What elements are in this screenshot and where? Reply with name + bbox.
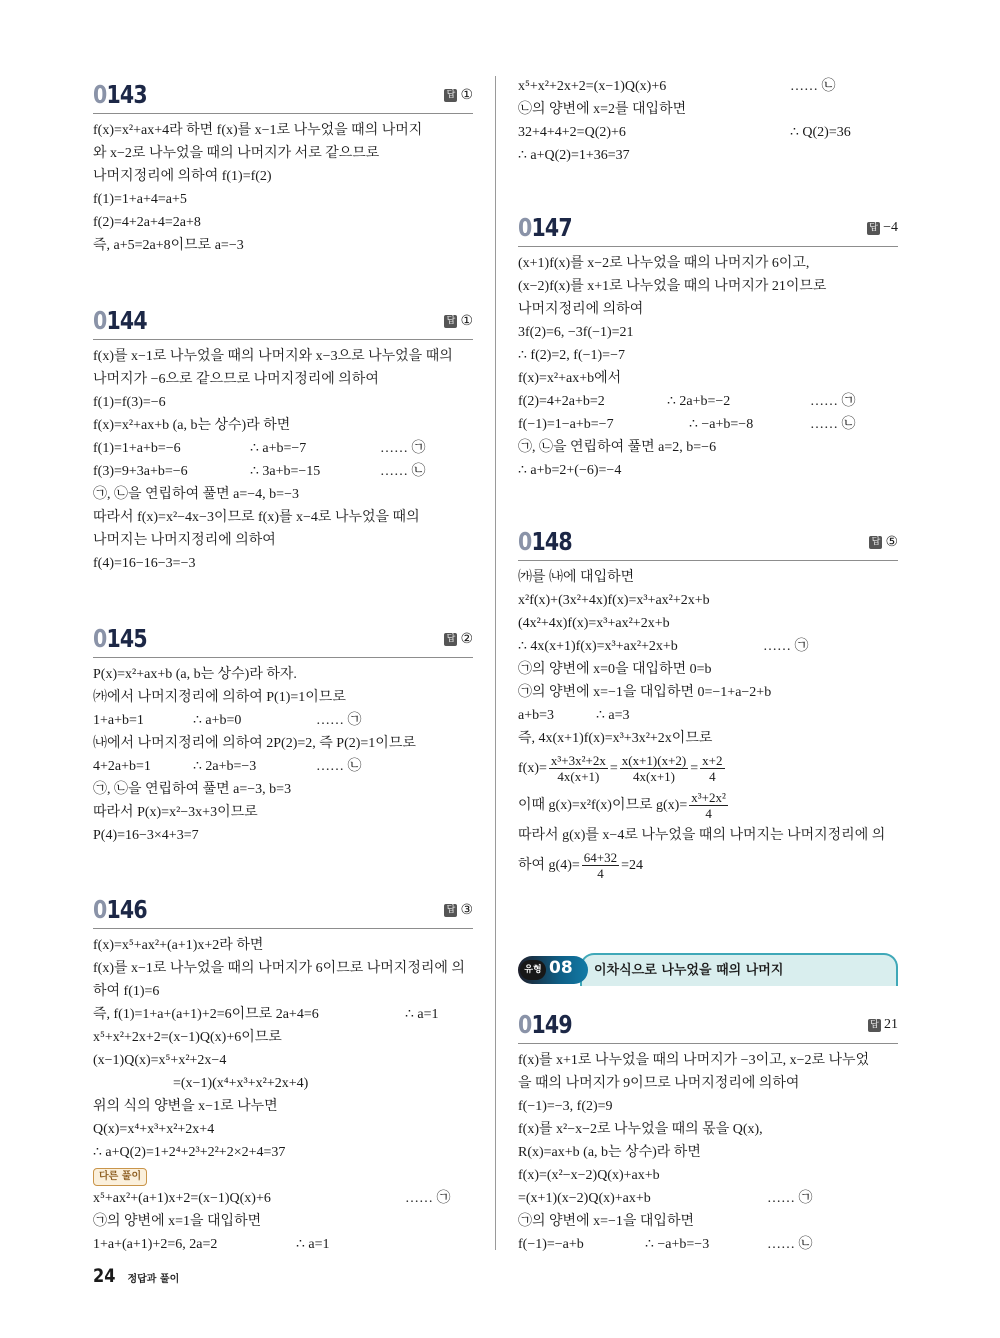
page-footer	[93, 1265, 179, 1287]
problem-number	[93, 624, 147, 653]
solution-lines	[518, 566, 898, 884]
solution-line	[93, 437, 473, 460]
solution-line-fraction	[518, 787, 898, 824]
expression: =24	[621, 858, 644, 873]
solution-line	[518, 1233, 898, 1256]
answer-value: 21	[884, 1017, 898, 1032]
conclusion: ∴ a+b=−7	[250, 441, 307, 456]
conclusion: ∴ 3a+b=−15	[250, 464, 321, 479]
problem-0145	[93, 624, 473, 847]
solution-line	[93, 1003, 473, 1026]
problem-header	[93, 895, 473, 929]
denominator: 4	[597, 866, 604, 881]
solution-line: 나머지정리에 의하여	[518, 302, 644, 317]
solution-line: f(x)=x²+ax+b (a, b는 상수)라 하면	[93, 418, 291, 433]
equation: f(2)=4+2a+b=2	[518, 394, 605, 409]
fraction	[549, 753, 608, 784]
solution-line: 3f(2)=6, −3f(−1)=21	[518, 325, 634, 340]
equation-reference: …… ㉡	[316, 759, 362, 774]
solution-line: f(x)를 x²−x−2로 나누었을 때의 몫을 Q(x),	[518, 1122, 763, 1137]
equation: ∴ 4x(x+1)f(x)=x³+ax²+2x+b	[518, 639, 678, 654]
problem-number-main: 148	[531, 527, 572, 556]
problem-number-prefix: 0	[93, 624, 107, 653]
alternate-solution-row	[93, 1164, 473, 1187]
solution-line: 즉, 4x(x+1)f(x)=x³+3x²+2x이므로	[518, 731, 713, 746]
solution-line: x²f(x)+(3x²+4x)f(x)=x³+ax²+2x+b	[518, 593, 710, 608]
solution-lines	[93, 663, 473, 847]
problem-0146	[93, 895, 473, 1256]
solution-lines	[518, 75, 898, 167]
solution-line: ∴ a+b=2+(−6)=−4	[518, 463, 622, 478]
answer-icon: 답	[867, 222, 880, 235]
answer-value: ⑤	[885, 535, 898, 550]
problem-header	[518, 1010, 898, 1044]
solution-line	[518, 635, 898, 658]
answer-value: ②	[460, 632, 473, 647]
fraction	[620, 753, 688, 784]
alternate-solution-badge: 다른 풀이	[93, 1168, 147, 1186]
solution-line: f(x)를 x−1로 나누었을 때의 나머지가 6이므로 나머지정리에 의	[93, 961, 465, 976]
equation: 1+a+(a+1)+2=6, 2a=2	[93, 1237, 218, 1252]
denominator: 4x(x+1)	[633, 769, 675, 784]
solution-line: (4x²+4x)f(x)=x³+ax²+2x+b	[518, 616, 670, 631]
conclusion: ∴ −a+b=−8	[689, 417, 754, 432]
expression: f(x)=	[518, 761, 547, 776]
problem-header	[93, 624, 473, 658]
conclusion: ∴ a=1	[405, 1007, 439, 1022]
numerator: 64+32	[583, 850, 618, 865]
solution-line: 따라서 f(x)=x²−4x−3이므로 f(x)를 x−4로 나누었을 때의	[93, 510, 420, 525]
equation: 32+4+4+2=Q(2)+6	[518, 125, 626, 140]
solution-lines	[93, 119, 473, 257]
solution-line: ∴ a+Q(2)=1+36=37	[518, 148, 630, 163]
equation: 즉, f(1)=1+a+(a+1)+2=6이므로 2a+4=6	[93, 1007, 319, 1022]
equation-reference: …… ㉠	[763, 639, 809, 654]
equation-reference: …… ㉠	[380, 441, 426, 456]
problem-0148	[518, 527, 898, 884]
fraction	[582, 850, 619, 881]
problem-0146-continued	[518, 37, 898, 167]
problem-number-prefix: 0	[518, 1010, 532, 1039]
problem-number-prefix: 0	[518, 527, 532, 556]
problem-0144	[93, 306, 473, 575]
solution-line	[518, 413, 898, 436]
solution-line: ㉠의 양변에 x=1을 대입하면	[93, 1214, 262, 1229]
equation: f(−1)=1−a+b=−7	[518, 417, 614, 432]
equation: f(−1)=−a+b	[518, 1237, 584, 1252]
equation: f(3)=9+3a+b=−6	[93, 464, 188, 479]
type-label: 유형	[520, 960, 546, 980]
solution-line: f(x)=x⁵+ax²+(a+1)x+2라 하면	[93, 938, 264, 953]
fraction	[700, 753, 724, 784]
answer	[444, 87, 473, 104]
solution-line: ∴ a+Q(2)=1+2⁴+2³+2²+2×2+4=37	[93, 1145, 286, 1160]
equation: 1+a+b=1	[93, 713, 144, 728]
problem-0149	[518, 1010, 898, 1256]
expression: 이때 g(x)=x²f(x)이므로 g(x)=	[518, 798, 688, 813]
solution-line: 따라서 P(x)=x²−3x+3이므로	[93, 805, 258, 820]
answer-icon: 답	[869, 536, 882, 549]
problem-number-main: 147	[531, 213, 572, 242]
conclusion: ∴ a=1	[296, 1237, 330, 1252]
answer-value: ③	[460, 903, 473, 918]
answer-icon: 답	[868, 1019, 881, 1032]
equation: f(1)=1+a+b=−6	[93, 441, 181, 456]
solution-line: =(x−1)(x⁴+x³+x²+2x+4)	[173, 1076, 309, 1091]
solution-line: P(4)=16−3×4+3=7	[93, 828, 199, 843]
fraction	[689, 790, 728, 821]
conclusion: ∴ Q(2)=36	[790, 125, 851, 140]
numerator: x³+2x²	[691, 790, 726, 805]
answer-icon: 답	[444, 904, 457, 917]
problem-number-main: 143	[106, 80, 147, 109]
footer-label: 정답과 풀이	[127, 1274, 180, 1285]
solution-line: 와 x−2로 나누었을 때의 나머지가 서로 같으므로	[93, 146, 380, 161]
problem-header	[93, 306, 473, 340]
problem-number-main: 145	[106, 624, 147, 653]
expression: =	[690, 761, 699, 776]
denominator: 4	[705, 806, 712, 821]
solution-line: P(x)=x²+ax+b (a, b는 상수)라 하자.	[93, 667, 297, 682]
conclusion: ∴ 2a+b=−3	[193, 759, 257, 774]
solution-line: f(x)=(x²−x−2)Q(x)+ax+b	[518, 1168, 660, 1183]
problem-header	[93, 80, 473, 114]
solution-line	[518, 390, 898, 413]
solution-line	[518, 1187, 898, 1210]
solution-line: f(x)=x²+ax+b에서	[518, 371, 622, 386]
solution-line: 위의 식의 양변을 x−1로 나누면	[93, 1099, 278, 1114]
solution-line	[93, 1233, 473, 1256]
numerator: x+2	[702, 753, 723, 768]
answer	[867, 220, 898, 236]
solution-line: ㉠의 양변에 x=0을 대입하면 0=b	[518, 662, 712, 677]
equation: x⁵+ax²+(a+1)x+2=(x−1)Q(x)+6	[93, 1191, 271, 1206]
type-title: 이차식으로 나누었을 때의 나머지	[580, 953, 898, 986]
problem-number	[93, 80, 147, 109]
solution-line: 을 때의 나머지가 9이므로 나머지정리에 의하여	[518, 1076, 800, 1091]
problem-number-prefix: 0	[93, 80, 107, 109]
problem-number-prefix: 0	[93, 306, 107, 335]
solution-line	[93, 709, 473, 732]
equation-reference: …… ㉡	[767, 1237, 813, 1252]
solution-line-fraction	[518, 847, 898, 884]
solution-line	[518, 75, 898, 98]
solution-line: f(1)=1+a+4=a+5	[93, 192, 187, 207]
expression: 하여 g(4)=	[518, 858, 580, 873]
problem-0147	[518, 213, 898, 482]
equation-reference: …… ㉠	[810, 394, 856, 409]
problem-number	[93, 306, 147, 335]
problem-number-main: 144	[106, 306, 147, 335]
answer-value: −4	[883, 220, 898, 235]
solution-line	[518, 121, 898, 144]
problem-number	[518, 527, 572, 556]
denominator: 4x(x+1)	[557, 769, 600, 784]
solution-line: f(x)=x²+ax+4라 하면 f(x)를 x−1로 나누었을 때의 나머지	[93, 123, 423, 138]
solution-line: f(x)를 x−1로 나누었을 때의 나머지와 x−3으로 나누었을 때의	[93, 349, 453, 364]
solution-line: 나머지정리에 의하여 f(1)=f(2)	[93, 169, 272, 184]
equation-reference: …… ㉡	[380, 464, 426, 479]
equation-reference: …… ㉠	[767, 1191, 813, 1206]
solution-line: ㉠, ㉡을 연립하여 풀면 a=2, b=−6	[518, 440, 717, 455]
equation-reference: …… ㉡	[810, 417, 856, 432]
solution-line-fraction	[518, 750, 898, 787]
solution-lines	[518, 252, 898, 482]
solution-line: Q(x)=x⁴+x³+x²+2x+4	[93, 1122, 215, 1137]
conclusion: ∴ 2a+b=−2	[667, 394, 731, 409]
column-divider	[495, 76, 496, 1250]
solution-lines	[93, 934, 473, 1256]
problem-number-prefix: 0	[93, 895, 107, 924]
answer	[444, 631, 473, 648]
problem-number	[93, 895, 147, 924]
expression: =	[609, 761, 618, 776]
solution-line: 따라서 g(x)를 x−4로 나누었을 때의 나머지는 나머지정리에 의	[518, 828, 886, 843]
equation: a+b=3	[518, 708, 555, 723]
answer	[444, 313, 473, 330]
problem-number-main: 149	[531, 1010, 572, 1039]
solution-line	[93, 1187, 473, 1210]
conclusion: ∴ a+b=0	[193, 713, 242, 728]
solution-line: 하여 f(1)=6	[93, 984, 160, 999]
type-banner	[518, 953, 898, 987]
solution-lines	[93, 345, 473, 575]
problem-number	[518, 213, 572, 242]
equation-reference: …… ㉠	[316, 713, 362, 728]
conclusion: ∴ −a+b=−3	[645, 1237, 710, 1252]
numerator: x(x+1)(x+2)	[621, 753, 687, 768]
answer-value: ①	[460, 314, 473, 329]
solution-line: f(4)=16−16−3=−3	[93, 556, 196, 571]
answer-icon: 답	[444, 315, 457, 328]
solution-line: (x−2)f(x)를 x+1로 나누었을 때의 나머지가 21이므로	[518, 279, 827, 294]
solution-line: ㈎에서 나머지정리에 의하여 P(1)=1이므로	[93, 690, 346, 705]
solution-line: ㉠, ㉡을 연립하여 풀면 a=−4, b=−3	[93, 487, 299, 502]
solution-line: ㉠의 양변에 x=−1을 대입하면	[518, 1214, 695, 1229]
problem-header	[518, 527, 898, 561]
solution-line: 나머지는 나머지정리에 의하여	[93, 533, 276, 548]
solution-line: f(2)=4+2a+4=2a+8	[93, 215, 201, 230]
type-number: 08	[549, 958, 573, 978]
problem-number-main: 146	[106, 895, 147, 924]
solution-line: (x−1)Q(x)=x⁵+x²+2x−4	[93, 1053, 227, 1068]
solution-line: 즉, a+5=2a+8이므로 a=−3	[93, 238, 244, 253]
numerator: x³+3x²+2x	[550, 753, 606, 768]
solution-line: ㉠의 양변에 x=−1을 대입하면 0=−1+a−2+b	[518, 685, 772, 700]
solution-line: f(x)를 x+1로 나누었을 때의 나머지가 −3이고, x−2로 나누었	[518, 1053, 870, 1068]
solution-line: ㈎를 ㈏에 대입하면	[518, 570, 635, 585]
equation: =(x+1)(x−2)Q(x)+ax+b	[518, 1191, 651, 1206]
answer-icon: 답	[444, 89, 457, 102]
equation: 4+2a+b=1	[93, 759, 151, 774]
answer	[869, 534, 898, 551]
solution-line: ㉡의 양변에 x=2를 대입하면	[518, 102, 687, 117]
solution-line	[93, 755, 473, 778]
solution-line: f(−1)=−3, f(2)=9	[518, 1099, 613, 1114]
denominator: 4	[709, 769, 716, 784]
problem-number-prefix: 0	[518, 213, 532, 242]
equation: x⁵+x²+2x+2=(x−1)Q(x)+6	[518, 79, 667, 94]
answer	[444, 902, 473, 919]
problem-header	[518, 213, 898, 247]
problem-0143	[93, 80, 473, 257]
solution-line: ㈏에서 나머지정리에 의하여 2P(2)=2, 즉 P(2)=1이므로	[93, 736, 416, 751]
solution-line: x⁵+x²+2x+2=(x−1)Q(x)+6이므로	[93, 1030, 282, 1045]
solution-lines	[518, 1049, 898, 1256]
answer-value: ①	[460, 88, 473, 103]
solution-line: (x+1)f(x)를 x−2로 나누었을 때의 나머지가 6이고,	[518, 256, 810, 271]
solution-line: 나머지가 −6으로 같으므로 나머지정리에 의하여	[93, 372, 379, 387]
page-number: 24	[93, 1265, 116, 1287]
solution-line: ∴ f(2)=2, f(−1)=−7	[518, 348, 625, 363]
equation-reference: …… ㉠	[405, 1191, 451, 1206]
solution-line: f(1)=f(3)=−6	[93, 395, 166, 410]
solution-line: ㉠, ㉡을 연립하여 풀면 a=−3, b=3	[93, 782, 292, 797]
answer	[868, 1017, 898, 1033]
solution-line	[93, 460, 473, 483]
conclusion: ∴ a=3	[596, 708, 630, 723]
solution-line	[518, 704, 898, 727]
problem-number	[518, 1010, 572, 1039]
answer-icon: 답	[444, 633, 457, 646]
solution-line: R(x)=ax+b (a, b는 상수)라 하면	[518, 1145, 701, 1160]
equation-reference: …… ㉡	[790, 79, 836, 94]
